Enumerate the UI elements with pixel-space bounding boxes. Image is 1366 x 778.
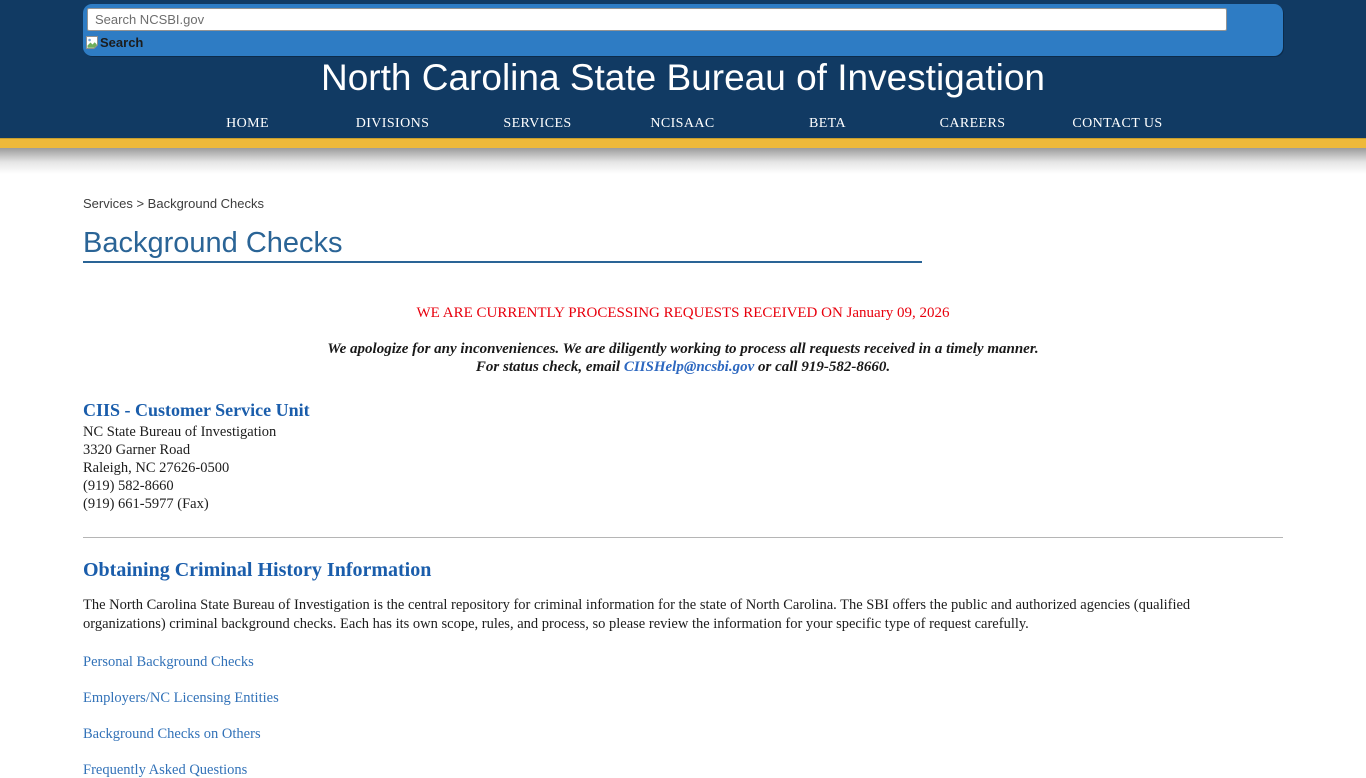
gold-accent-stripe	[0, 138, 1366, 148]
contact-org-line: NC State Bureau of Investigation	[83, 424, 277, 440]
header-drop-shadow	[0, 148, 1366, 174]
search-input[interactable]	[87, 8, 1227, 31]
link-frequently-asked-questions[interactable]: Frequently Asked Questions	[83, 762, 248, 778]
ciis-help-email-link[interactable]: CIISHelp@ncsbi.gov	[623, 359, 755, 375]
nav-item-beta[interactable]: BETA	[808, 116, 847, 131]
nav-item-services[interactable]: SERVICES	[503, 116, 572, 131]
page-title: Background Checks	[83, 227, 922, 263]
section-divider	[83, 537, 1283, 538]
broken-image-icon	[85, 35, 99, 50]
nav-item-contact-us[interactable]: CONTACT US	[1072, 116, 1163, 131]
nav-item-divisions[interactable]: DIVISIONS	[355, 116, 430, 131]
breadcrumb[interactable]: Services > Background Checks	[83, 196, 265, 211]
criminal-history-paragraph: The North Carolina State Bureau of Investigation is the central repository for criminal information for the state of North Carolina. The SBI offers the public and authorized agencies (qualified organizations) criminal background checks. Each has its own scope, rules, and process, so please review the information for your specific type of request carefully.	[83, 597, 1191, 632]
apology-line2-suffix: or call 919-582-8660.	[754, 359, 891, 375]
contact-fax-line: (919) 661-5977 (Fax)	[83, 496, 209, 512]
main-nav	[175, 114, 1190, 134]
link-personal-background-checks[interactable]: Personal Background Checks	[83, 654, 254, 670]
apology-line1: We apologize for any inconveniences. We are diligently working to process all requests received in a timely manner.	[327, 341, 1039, 357]
search-button[interactable]	[85, 35, 143, 50]
criminal-history-heading: Obtaining Criminal History Information	[83, 559, 432, 581]
search-button-label: Search	[100, 35, 144, 50]
nav-item-careers[interactable]: CAREERS	[939, 116, 1006, 131]
apology-text	[83, 340, 1283, 376]
link-background-checks-on-others[interactable]: Background Checks on Others	[83, 726, 261, 742]
contact-city-line: Raleigh, NC 27626-0500	[83, 460, 230, 476]
site-title: North Carolina State Bureau of Investigation	[321, 57, 1045, 98]
search-bar	[83, 4, 1283, 56]
contact-street-line: 3320 Garner Road	[83, 442, 191, 458]
nav-item-ncisaac[interactable]: NCISAAC	[650, 116, 715, 131]
link-employers-nc-licensing-entities[interactable]: Employers/NC Licensing Entities	[83, 690, 279, 706]
ciis-address-block	[83, 423, 1283, 513]
page-content	[83, 196, 1283, 778]
ciis-section-heading: CIIS - Customer Service Unit	[83, 400, 310, 420]
contact-phone-line: (919) 582-8660	[83, 478, 174, 494]
processing-notice: WE ARE CURRENTLY PROCESSING REQUESTS RECEIVED ON January 09, 2026	[416, 305, 950, 321]
nav-item-home[interactable]: HOME	[226, 116, 269, 131]
apology-line2-prefix: For status check, email	[475, 359, 624, 375]
site-header	[0, 0, 1366, 138]
